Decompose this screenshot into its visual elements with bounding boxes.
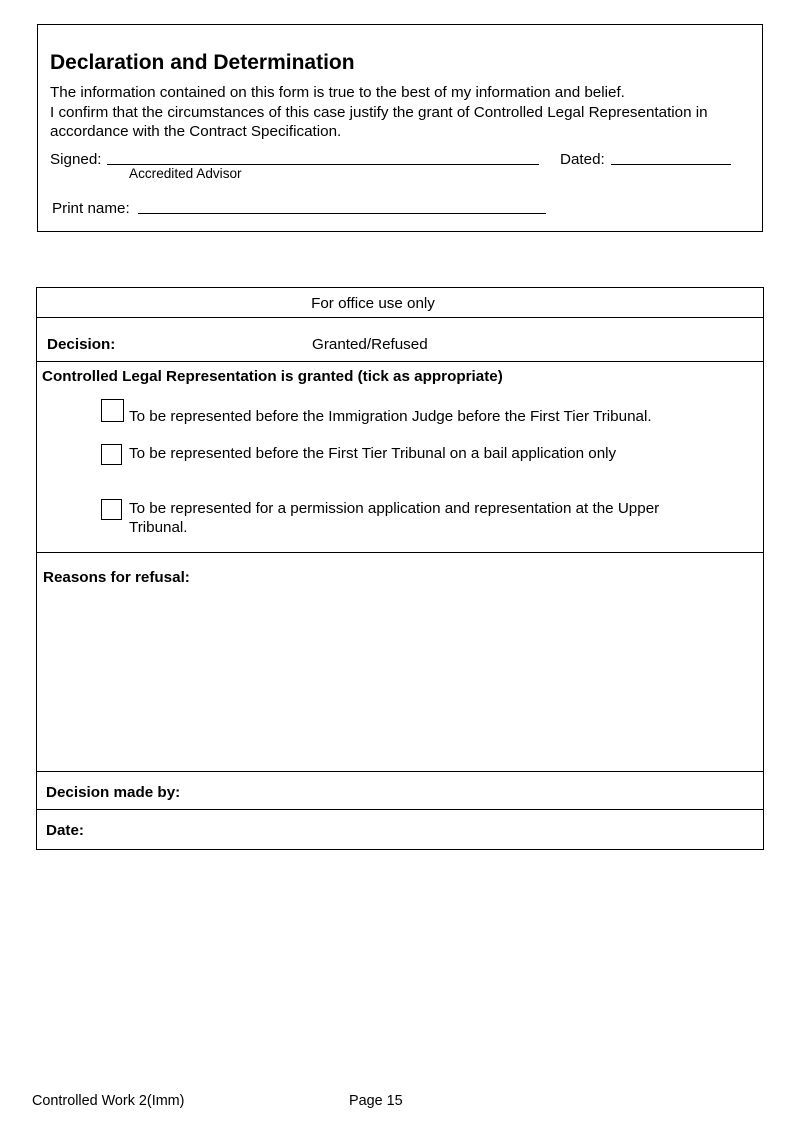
date-label: Date: (46, 822, 84, 839)
option-2-label: To be represented before the First Tier Tribunal on a bail application only (129, 445, 617, 462)
office-divider-1 (36, 317, 764, 318)
declaration-text-line-2: I confirm that the circumstances of this case justify the grant of Controlled Legal Representation in (50, 104, 708, 121)
decision-label: Decision: (47, 336, 116, 353)
option-3-label: To be represented for a permission application and representation at the Upper Tribunal. (129, 500, 660, 536)
declaration-title: Declaration and Determination (50, 51, 355, 74)
granted-heading: Controlled Legal Representation is granted (tick as appropriate) (42, 368, 503, 385)
office-divider-4 (36, 771, 764, 772)
decision-made-by-label: Decision made by: (46, 784, 181, 801)
office-divider-2 (36, 361, 764, 362)
declaration-text-line-1: The information contained on this form is true to the best of my information and belief. (50, 84, 625, 101)
footer-form-name: Controlled Work 2(Imm) (32, 1093, 185, 1109)
reasons-label: Reasons for refusal: (43, 569, 190, 586)
option-1-label: To be represented before the Immigration Judge before the First Tier Tribunal. (129, 408, 652, 425)
declaration-text-line-3: accordance with the Contract Specification. (50, 123, 342, 140)
reasons-field[interactable] (38, 594, 762, 768)
print-name-line[interactable] (138, 213, 546, 214)
decision-value: Granted/Refused (312, 336, 428, 353)
dated-line[interactable] (611, 164, 731, 165)
option-1-checkbox[interactable] (101, 399, 124, 422)
option-3-checkbox[interactable] (101, 499, 122, 520)
footer-page-number: Page 15 (349, 1093, 403, 1109)
dated-label: Dated: (560, 151, 605, 168)
print-name-label: Print name: (52, 200, 130, 217)
office-divider-3 (36, 552, 764, 553)
office-divider-5 (36, 809, 764, 810)
signature-line[interactable] (107, 164, 539, 165)
signed-label: Signed: (50, 151, 102, 168)
office-use-header: For office use only (311, 295, 435, 312)
option-2-checkbox[interactable] (101, 444, 122, 465)
signed-caption: Accredited Advisor (129, 166, 242, 181)
